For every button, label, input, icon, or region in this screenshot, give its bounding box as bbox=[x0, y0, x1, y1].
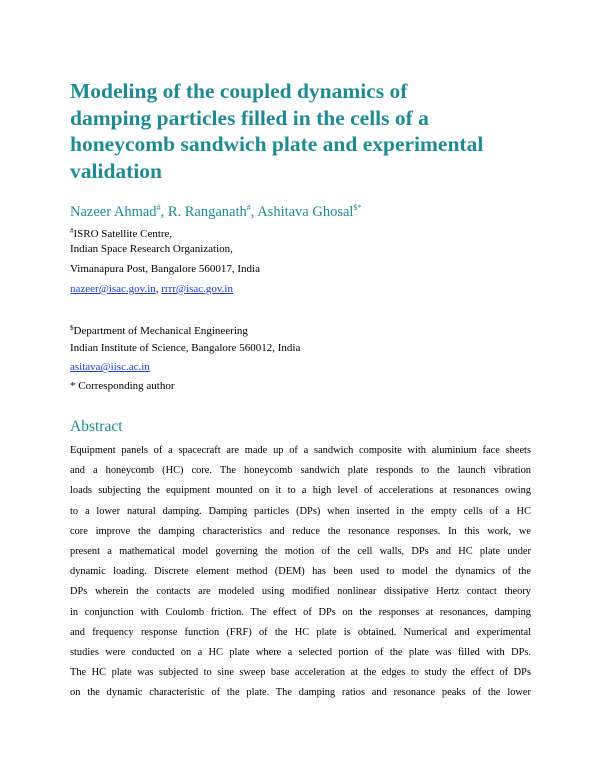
author-2-mark: # bbox=[246, 203, 251, 212]
author-2: R. Ranganath bbox=[167, 204, 247, 220]
affiliation-1-emails bbox=[70, 283, 233, 296]
affiliation-2-text: Department of Mechanical Engineering bbox=[73, 325, 248, 337]
affiliation-2-line-1 bbox=[70, 322, 248, 338]
abstract-line: dynamic loading. Discrete element method (DEM) has been used to model the dynamics of the bbox=[70, 566, 531, 578]
email-link-nazeer[interactable]: nazeer@isac.gov.in bbox=[70, 283, 156, 295]
affiliation-2-line-2: Indian Institute of Science, Bangalore 560012, India bbox=[70, 342, 301, 354]
affiliation-1-line-1 bbox=[70, 225, 172, 241]
abstract-line: present a mathematical model governing the motion of the cell walls, DPs and HC plate under bbox=[70, 546, 531, 558]
author-separator: , bbox=[250, 204, 258, 220]
author-3: Ashitava Ghosal bbox=[257, 204, 354, 220]
affiliation-1-line-2: Indian Space Research Organization, bbox=[70, 243, 233, 255]
author-3-mark: $* bbox=[353, 203, 362, 212]
abstract-line: and frequency response function (FRF) of the HC plate is obtained. Numerical and experimental bbox=[70, 626, 531, 638]
title-line-3: honeycomb sandwich plate and experimental bbox=[70, 132, 484, 156]
abstract-body bbox=[70, 441, 531, 704]
abstract-line: to a lower natural damping. Damping particles (DPs) when inserted in the empty cells of a HC bbox=[70, 505, 531, 517]
paper-title bbox=[70, 78, 540, 184]
affiliation-2-email bbox=[70, 361, 150, 374]
abstract-line: Equipment panels of a spacecraft are made up of a sandwich composite with aluminium face sheets bbox=[70, 445, 531, 456]
abstract-line: studies were conducted on a HC plate where a selected portion of the plate was filled with DPs. bbox=[70, 647, 531, 659]
affiliation-1-text: ISRO Satellite Centre, bbox=[73, 228, 173, 240]
abstract-heading: Abstract bbox=[70, 418, 123, 435]
author-1-mark: # bbox=[156, 203, 161, 212]
email-link-asitava[interactable]: asitava@iisc.ac.in bbox=[70, 361, 150, 373]
title-line-2: damping particles filled in the cells of a bbox=[70, 105, 429, 130]
author-list bbox=[70, 203, 361, 221]
email-link-rrrr[interactable]: rrrr@isac.gov.in bbox=[161, 283, 233, 295]
abstract-line: on the dynamic characteristic of the plate. The damping ratios and resonance peaks of the lower bbox=[70, 687, 531, 699]
abstract-line: core improve the damping characteristics and reduce the resonance responses. In this work, we bbox=[70, 525, 531, 537]
email-separator: , bbox=[155, 283, 162, 295]
abstract-line: The HC plate was subjected to sine sweep base acceleration at the edges to study the effect of DPs bbox=[70, 667, 531, 679]
author-separator: , bbox=[160, 204, 168, 220]
title-line-4: validation bbox=[70, 158, 162, 183]
title-line-1: Modeling of the coupled dynamics of bbox=[70, 79, 408, 103]
author-1: Nazeer Ahmad bbox=[70, 204, 157, 220]
abstract-line: DPs wherein the contacts are modeled using modified nonlinear dissipative Hertz contact theory bbox=[70, 586, 531, 598]
corresponding-author-note: * Corresponding author bbox=[70, 380, 175, 392]
affiliation-1-line-3: Vimanapura Post, Bangalore 560017, India bbox=[70, 263, 260, 275]
affiliation-2-mark: $ bbox=[70, 324, 74, 332]
abstract-line: loads subjecting the equipment mounted on it to a high level of accelerations at resonances owing bbox=[70, 485, 531, 497]
abstract-line: and a honeycomb (HC) core. The honeycomb sandwich plate responds to the launch vibration bbox=[70, 465, 531, 477]
abstract-line: in conjunction with Coulomb friction. The effect of DPs on the responses at resonances, damping bbox=[70, 606, 531, 618]
affiliation-1-mark: # bbox=[70, 227, 74, 235]
